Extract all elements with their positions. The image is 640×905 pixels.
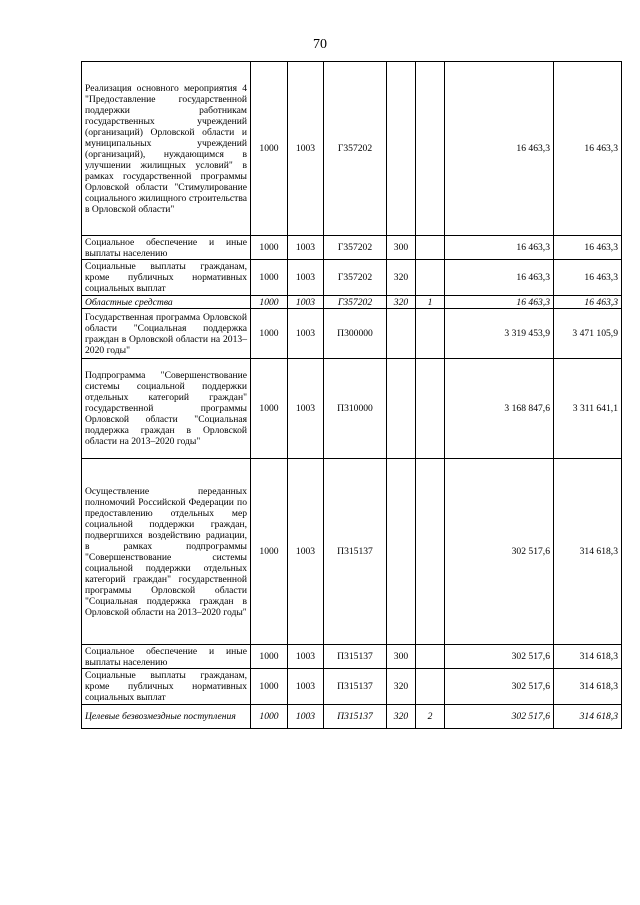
source-code: [416, 236, 445, 260]
source-code: [416, 645, 445, 669]
section-code: 1000: [251, 359, 288, 459]
source-code: [416, 669, 445, 705]
target-article-code: П300000: [324, 309, 387, 359]
row-name: Государственная программа Орловской области "Социальная поддержка граждан в Орловской области на 2013–2020 годы": [82, 309, 251, 359]
table-row: [82, 309, 622, 359]
amount-1: 16 463,3: [445, 260, 554, 296]
expense-type-code: 320: [387, 260, 416, 296]
amount-1: 16 463,3: [445, 236, 554, 260]
amount-2: 16 463,3: [554, 260, 622, 296]
table-row: [82, 459, 622, 645]
amount-1: 302 517,6: [445, 669, 554, 705]
budget-table: [81, 61, 622, 729]
target-article-code: П310000: [324, 359, 387, 459]
row-name: Подпрограмма "Совершенствование системы социальной поддержки отдельных категорий граждан" государственной программы Орловской области "Социальная поддержка граждан в Орловской области на 2013–2020 годы": [82, 359, 251, 459]
section-code: 1000: [251, 309, 288, 359]
subsection-code: 1003: [288, 296, 324, 309]
subsection-code: 1003: [288, 309, 324, 359]
subsection-code: 1003: [288, 62, 324, 236]
subsection-code: 1003: [288, 669, 324, 705]
row-name: Реализация основного мероприятия 4 "Предоставление государственной поддержки работникам государственных учреждений (организаций) Орловской области и муниципальных учреждений (организаций), нуждающимся в улучшении жилищных условий" в рамках государственной программы Орловской области "Стимулирование социального жилищного строительства в Орловской области": [82, 62, 251, 236]
amount-2: 16 463,3: [554, 236, 622, 260]
section-code: 1000: [251, 260, 288, 296]
source-code: [416, 62, 445, 236]
section-code: 1000: [251, 705, 288, 729]
table-row: [82, 705, 622, 729]
target-article-code: Г357202: [324, 62, 387, 236]
subsection-code: 1003: [288, 260, 324, 296]
target-article-code: П315137: [324, 705, 387, 729]
amount-1: 302 517,6: [445, 459, 554, 645]
source-code: [416, 459, 445, 645]
subsection-code: 1003: [288, 359, 324, 459]
expense-type-code: 320: [387, 705, 416, 729]
amount-1: 3 168 847,6: [445, 359, 554, 459]
target-article-code: Г357202: [324, 236, 387, 260]
amount-2: 314 618,3: [554, 705, 622, 729]
amount-2: 314 618,3: [554, 459, 622, 645]
source-code: [416, 309, 445, 359]
section-code: 1000: [251, 669, 288, 705]
source-code: [416, 260, 445, 296]
section-code: 1000: [251, 62, 288, 236]
expense-type-code: [387, 459, 416, 645]
target-article-code: П315137: [324, 645, 387, 669]
row-name: Областные средства: [82, 296, 251, 309]
target-article-code: Г357202: [324, 296, 387, 309]
row-name: Социальное обеспечение и иные выплаты населению: [82, 645, 251, 669]
section-code: 1000: [251, 236, 288, 260]
amount-2: 16 463,3: [554, 296, 622, 309]
expense-type-code: 300: [387, 645, 416, 669]
source-code: 2: [416, 705, 445, 729]
expense-type-code: 320: [387, 669, 416, 705]
amount-2: 3 471 105,9: [554, 309, 622, 359]
amount-1: 302 517,6: [445, 705, 554, 729]
section-code: 1000: [251, 296, 288, 309]
amount-1: 302 517,6: [445, 645, 554, 669]
section-code: 1000: [251, 645, 288, 669]
page-number: 70: [313, 37, 327, 52]
table-row: [82, 260, 622, 296]
expense-type-code: 300: [387, 236, 416, 260]
expense-type-code: 320: [387, 296, 416, 309]
expense-type-code: [387, 309, 416, 359]
amount-1: 16 463,3: [445, 62, 554, 236]
section-code: 1000: [251, 459, 288, 645]
row-name: Социальные выплаты гражданам, кроме публичных нормативных социальных выплат: [82, 260, 251, 296]
table-row: [82, 669, 622, 705]
amount-1: 3 319 453,9: [445, 309, 554, 359]
amount-1: 16 463,3: [445, 296, 554, 309]
table-row: [82, 359, 622, 459]
amount-2: 3 311 641,1: [554, 359, 622, 459]
target-article-code: П315137: [324, 459, 387, 645]
source-code: 1: [416, 296, 445, 309]
table-row: [82, 236, 622, 260]
row-name: Социальное обеспечение и иные выплаты населению: [82, 236, 251, 260]
table-row: [82, 62, 622, 236]
row-name: Осуществление переданных полномочий Российской Федерации по предоставлению отдельных мер социальной поддержки граждан, подвергшихся воздействию радиации, в рамках подпрограммы "Совершенствование системы социальной поддержки отдельных категорий граждан" государственной программы Орловской области "Социальная поддержка граждан в Орловской области на 2013–2020 годы": [82, 459, 251, 645]
expense-type-code: [387, 359, 416, 459]
subsection-code: 1003: [288, 705, 324, 729]
row-name: Социальные выплаты гражданам, кроме публичных нормативных социальных выплат: [82, 669, 251, 705]
amount-2: 314 618,3: [554, 669, 622, 705]
table-row: [82, 645, 622, 669]
subsection-code: 1003: [288, 236, 324, 260]
subsection-code: 1003: [288, 645, 324, 669]
expense-type-code: [387, 62, 416, 236]
amount-2: 314 618,3: [554, 645, 622, 669]
row-name: Целевые безвозмездные поступления: [82, 705, 251, 729]
subsection-code: 1003: [288, 459, 324, 645]
target-article-code: Г357202: [324, 260, 387, 296]
target-article-code: П315137: [324, 669, 387, 705]
table-row: [82, 296, 622, 309]
source-code: [416, 359, 445, 459]
amount-2: 16 463,3: [554, 62, 622, 236]
